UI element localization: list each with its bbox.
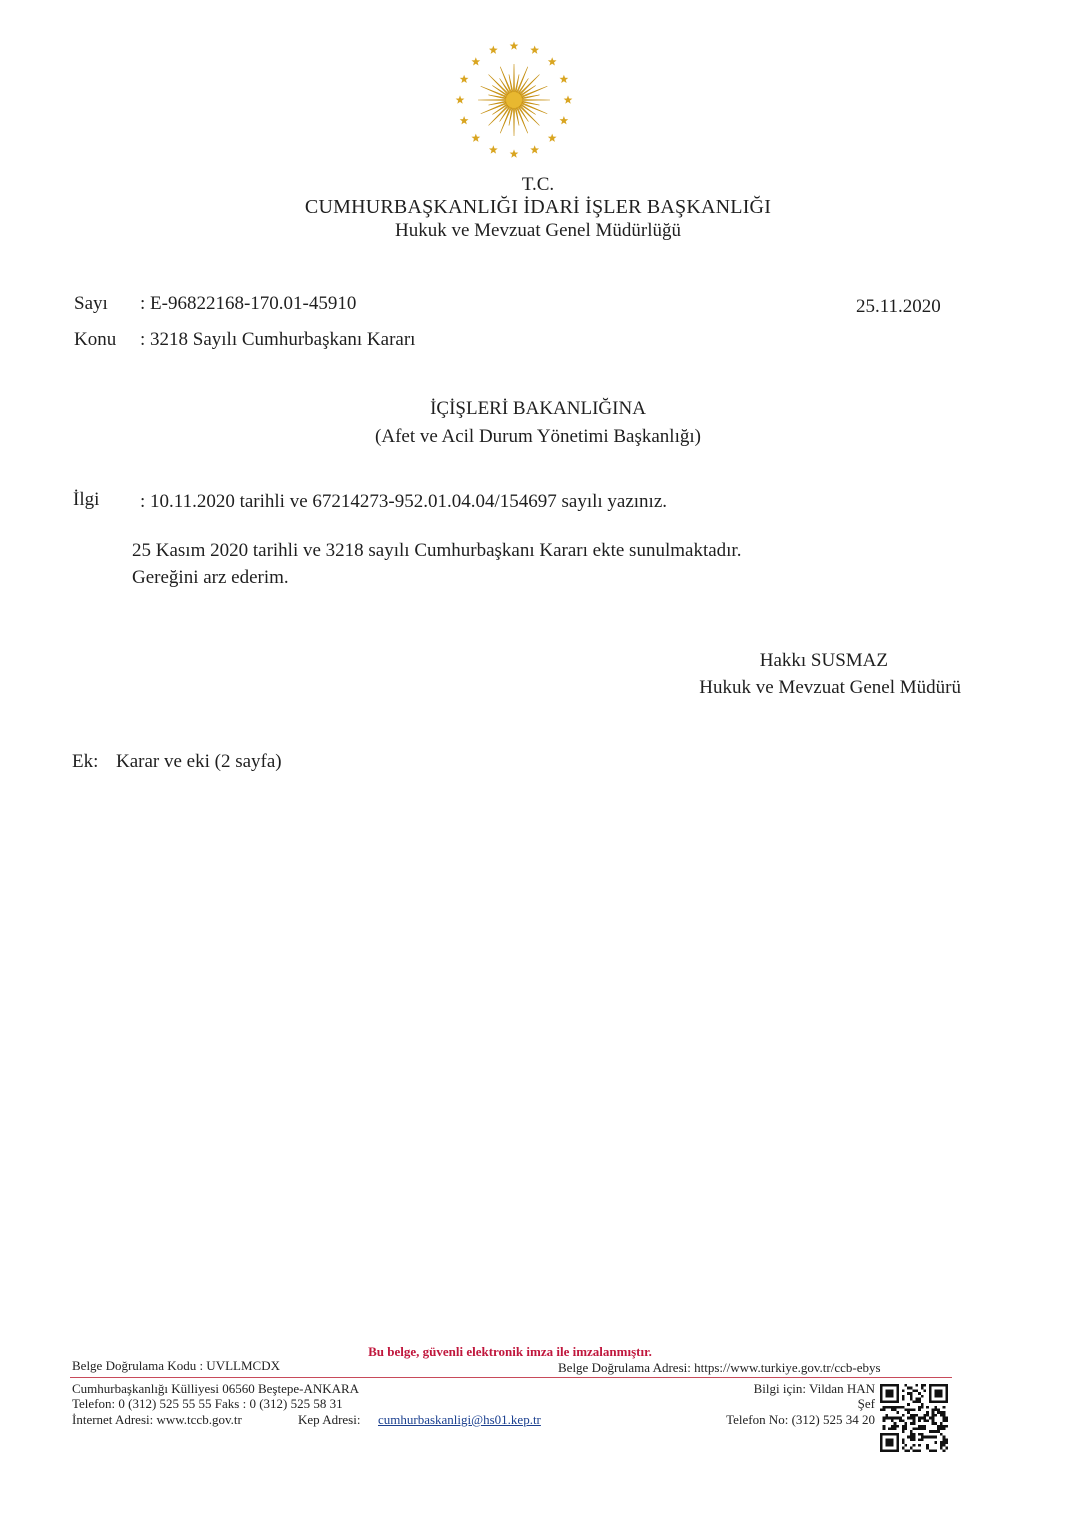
konu-value: : 3218 Sayılı Cumhurbaşkanı Kararı — [140, 329, 416, 350]
footer-divider — [70, 1377, 952, 1378]
konu-label: Konu — [74, 329, 117, 350]
addressee-line1: İÇİŞLERİ BAKANLIĞINA — [430, 398, 646, 419]
contact-title: Şef — [857, 1396, 875, 1411]
footer-address: Cumhurbaşkanlığı Külliyesi 06560 Beştepe-ANKARA — [72, 1381, 360, 1396]
verification-address: Belge Doğrulama Adresi: https://www.turkiye.gov.tr/ccb-ebys — [558, 1360, 881, 1375]
body-line2: Gereğini arz ederim. — [132, 567, 289, 588]
attachment-value: Karar ve eki (2 sayfa) — [116, 751, 282, 772]
contact-phone: Telefon No: (312) 525 34 20 — [726, 1412, 875, 1427]
header-tc: T.C. — [521, 174, 555, 195]
signer-name: Hakkı SUSMAZ — [759, 650, 888, 671]
addressee-line2: (Afet ve Acil Durum Yönetimi Başkanlığı) — [375, 426, 701, 447]
contact-person: Bilgi için: Vildan HAN — [753, 1381, 875, 1396]
presidential-emblem-icon — [452, 38, 576, 162]
header-organization: CUMHURBAŞKANLIĞI İDARİ İŞLER BAŞKANLIĞI — [304, 196, 772, 218]
sayi-label: Sayı — [74, 293, 108, 314]
attachment-label: Ek: — [72, 751, 99, 772]
footer-web: İnternet Adresi: www.tccb.gov.tr — [72, 1412, 242, 1427]
footer-phone-fax: Telefon: 0 (312) 525 55 55 Faks : 0 (312) 525 58 31 — [72, 1396, 343, 1411]
secure-signature-notice: Bu belge, güvenli elektronik imza ile imzalanmıştır. — [368, 1344, 652, 1359]
ilgi-value: : 10.11.2020 tarihli ve 67214273-952.01.04.04/154697 sayılı yazınız. — [140, 491, 668, 512]
sayi-value: : E-96822168-170.01-45910 — [140, 293, 357, 314]
header-unit: Hukuk ve Mevzuat Genel Müdürlüğü — [395, 220, 681, 241]
kep-address-link[interactable]: cumhurbaskanligi@hs01.kep.tr — [378, 1412, 541, 1427]
qr-code-icon — [880, 1384, 948, 1452]
document-date: 25.11.2020 — [856, 296, 941, 317]
signer-title: Hukuk ve Mevzuat Genel Müdürü — [699, 677, 961, 698]
body-line1: 25 Kasım 2020 tarihli ve 3218 sayılı Cumhurbaşkanı Kararı ekte sunulmaktadır. — [132, 540, 742, 561]
kep-label: Kep Adresi: — [298, 1412, 361, 1427]
ilgi-label: İlgi — [73, 489, 100, 510]
verification-code: Belge Doğrulama Kodu : UVLLMCDX — [72, 1358, 280, 1373]
